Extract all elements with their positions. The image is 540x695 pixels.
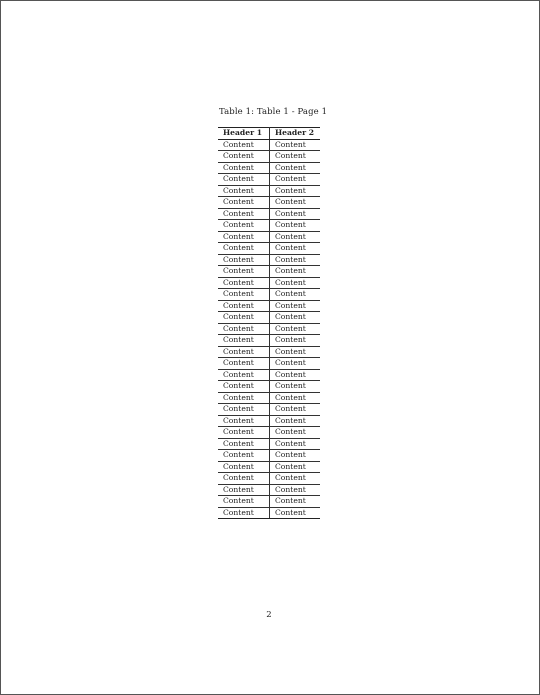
table-cell: Content (218, 174, 270, 186)
table-cell: Content (218, 473, 270, 485)
table-cell: Content (218, 185, 270, 197)
table-cell: Content (218, 289, 270, 301)
table-row (218, 300, 320, 312)
table-cell: Content (270, 404, 321, 416)
table-row (218, 139, 320, 151)
table-row (218, 450, 320, 462)
table-cell: Content (218, 231, 270, 243)
table-cell: Content (270, 496, 321, 508)
table-row (218, 496, 320, 508)
table-cell: Content (218, 323, 270, 335)
column-header-2: Header 2 (270, 128, 321, 140)
table-row (218, 369, 320, 381)
table-cell: Content (218, 197, 270, 209)
table-cell: Content (270, 300, 321, 312)
table-cell: Content (270, 151, 321, 163)
table-cell: Content (270, 392, 321, 404)
table-cell: Content (270, 335, 321, 347)
table-row (218, 404, 320, 416)
table-cell: Content (270, 381, 321, 393)
table-cell: Content (270, 346, 321, 358)
table-row (218, 323, 320, 335)
table-cell: Content (270, 185, 321, 197)
table-cell: Content (218, 369, 270, 381)
table-row (218, 151, 320, 163)
column-header-1: Header 1 (218, 128, 270, 140)
table-cell: Content (270, 208, 321, 220)
table-cell: Content (270, 450, 321, 462)
table-caption: Table 1: Table 1 - Page 1 (219, 107, 328, 117)
table-cell: Content (270, 358, 321, 370)
table-cell: Content (218, 277, 270, 289)
table-row (218, 197, 320, 209)
table-cell: Content (270, 461, 321, 473)
table-row (218, 427, 320, 439)
table-cell: Content (218, 208, 270, 220)
table-row (218, 312, 320, 324)
table-cell: Content (270, 174, 321, 186)
table-cell: Content (218, 427, 270, 439)
table-cell: Content (270, 438, 321, 450)
table-row (218, 415, 320, 427)
table-cell: Content (218, 266, 270, 278)
table-cell: Content (218, 151, 270, 163)
table-cell: Content (218, 243, 270, 255)
table-cell: Content (270, 277, 321, 289)
table-cell: Content (218, 461, 270, 473)
table-cell: Content (218, 496, 270, 508)
table-row (218, 243, 320, 255)
table-cell: Content (270, 162, 321, 174)
table-row (218, 277, 320, 289)
table-cell: Content (270, 323, 321, 335)
table-row (218, 461, 320, 473)
table-cell: Content (218, 404, 270, 416)
table-row (218, 392, 320, 404)
table-cell: Content (270, 415, 321, 427)
table-cell: Content (270, 427, 321, 439)
table-cell: Content (270, 484, 321, 496)
table-row (218, 231, 320, 243)
table-cell: Content (270, 473, 321, 485)
table-cell: Content (218, 346, 270, 358)
table-row (218, 473, 320, 485)
table-cell: Content (218, 438, 270, 450)
table-cell: Content (218, 312, 270, 324)
table-row (218, 174, 320, 186)
table-cell: Content (218, 484, 270, 496)
table-cell: Content (270, 369, 321, 381)
table-row (218, 266, 320, 278)
table-cell: Content (218, 381, 270, 393)
table-row (218, 254, 320, 266)
table-body (218, 139, 320, 519)
table-row (218, 381, 320, 393)
page-number: 2 (266, 610, 272, 620)
table-cell: Content (218, 392, 270, 404)
table-cell: Content (270, 507, 321, 519)
table-cell: Content (218, 139, 270, 151)
table-row (218, 208, 320, 220)
table-cell: Content (218, 450, 270, 462)
table-cell: Content (218, 507, 270, 519)
table-cell: Content (270, 266, 321, 278)
table-cell: Content (270, 254, 321, 266)
table-cell: Content (270, 231, 321, 243)
table-cell: Content (270, 220, 321, 232)
table-cell: Content (270, 139, 321, 151)
table-container (218, 127, 320, 519)
table-cell: Content (218, 335, 270, 347)
table-cell: Content (270, 289, 321, 301)
table-cell: Content (270, 312, 321, 324)
table-row (218, 438, 320, 450)
table-cell: Content (218, 300, 270, 312)
table-header-row (218, 128, 320, 140)
table-row (218, 289, 320, 301)
table-cell: Content (218, 254, 270, 266)
table-row (218, 358, 320, 370)
table-row (218, 185, 320, 197)
table-cell: Content (218, 220, 270, 232)
table-cell: Content (270, 197, 321, 209)
table-cell: Content (270, 243, 321, 255)
table-row (218, 507, 320, 519)
table-cell: Content (218, 358, 270, 370)
table-cell: Content (218, 162, 270, 174)
table-row (218, 220, 320, 232)
table-row (218, 346, 320, 358)
data-table (218, 127, 320, 519)
table-cell: Content (218, 415, 270, 427)
table-row (218, 484, 320, 496)
table-row (218, 162, 320, 174)
table-row (218, 335, 320, 347)
